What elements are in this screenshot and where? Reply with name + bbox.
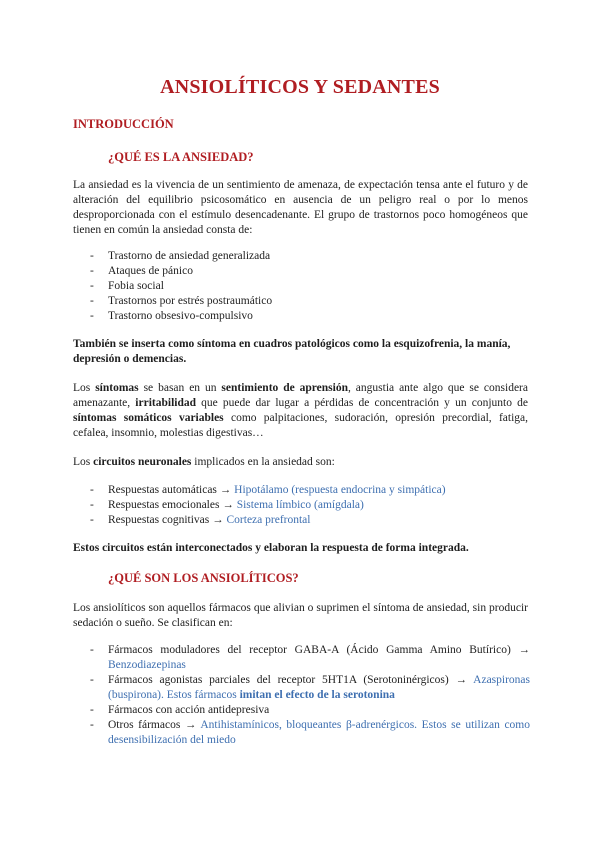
bold-run: síntomas somáticos variables bbox=[73, 412, 224, 424]
list-item bbox=[90, 294, 530, 309]
paragraph-circuits-intro bbox=[73, 455, 528, 470]
list-item-text: Trastorno de ansiedad generalizada bbox=[108, 250, 271, 262]
section-heading-intro: INTRODUCCIÓN bbox=[73, 117, 174, 131]
arrow-icon: → bbox=[222, 499, 234, 511]
drug-text: Otros fármacos → bbox=[108, 719, 197, 731]
bullet-dash: - bbox=[90, 674, 94, 686]
bullet-dash: - bbox=[90, 704, 94, 716]
circuit-label: Respuestas cognitivas bbox=[108, 514, 210, 526]
circuit-target: Sistema límbico (amígdala) bbox=[236, 499, 364, 511]
disorders-list bbox=[90, 249, 530, 324]
bold-run: síntomas bbox=[95, 382, 139, 394]
list-item bbox=[90, 483, 530, 498]
subsection-heading-anxiety: ¿QUÉ ES LA ANSIEDAD? bbox=[108, 150, 254, 164]
text-run: que puede dar lugar a pérdidas de concentración y un conjunto de bbox=[196, 397, 528, 409]
text-run: se basan en un bbox=[138, 382, 222, 394]
list-item bbox=[90, 249, 530, 264]
bullet-dash: - bbox=[90, 310, 94, 322]
bullet-dash: - bbox=[90, 250, 94, 262]
circuit-label: Respuestas emocionales bbox=[108, 499, 220, 511]
text-run: Los bbox=[73, 382, 96, 394]
list-item bbox=[90, 264, 530, 279]
list-item-text: Trastornos por estrés postraumático bbox=[108, 295, 273, 307]
subsection-heading-anxiolytics: ¿QUÉ SON LOS ANSIOLÍTICOS? bbox=[108, 571, 299, 585]
drugs-list bbox=[90, 643, 530, 748]
drug-class: Azaspironas (buspirona). Estos fármacos bbox=[108, 674, 530, 701]
bold-run: irritabilidad bbox=[135, 397, 196, 409]
paragraph-circuits-integrated: Estos circuitos están interconectados y elaboran la respuesta de forma integrada. bbox=[73, 542, 469, 554]
bold-run: sentimiento de aprensión bbox=[221, 382, 348, 394]
list-item bbox=[90, 513, 530, 528]
bold-run: circuitos neuronales bbox=[93, 456, 192, 468]
text-run: Los bbox=[73, 456, 94, 468]
list-item-text: Trastorno obsesivo-compulsivo bbox=[108, 310, 253, 322]
drug-class: Antihistamínicos, bloqueantes β-adrenérgicos. Estos se utilizan como desensibilización del miedo bbox=[108, 719, 530, 746]
drug-text: Fármacos agonistas parciales del receptor 5HT1A (Serotoninérgicos) → bbox=[108, 674, 467, 686]
circuit-target: Corteza prefrontal bbox=[226, 514, 311, 526]
drug-text: Fármacos moduladores del receptor GABA-A (Ácido Gamma Amino Butírico) → bbox=[108, 644, 530, 656]
list-item bbox=[90, 309, 530, 324]
list-item bbox=[90, 718, 530, 748]
bullet-dash: - bbox=[90, 265, 94, 277]
circuits-list bbox=[90, 483, 530, 528]
text-run: implicados en la ansiedad son: bbox=[191, 456, 335, 468]
list-item bbox=[90, 498, 530, 513]
circuit-target: Hipotálamo (respuesta endocrina y simpática) bbox=[234, 484, 446, 496]
circuit-label: Respuestas automáticas bbox=[108, 484, 217, 496]
drug-class: Benzodiazepinas bbox=[108, 659, 186, 671]
text-run: , angustia ante algo que se considera amenazante, bbox=[73, 382, 528, 409]
bullet-dash: - bbox=[90, 644, 94, 656]
paragraph-symptoms bbox=[73, 381, 528, 441]
document-title: ANSIOLÍTICOS Y SEDANTES bbox=[160, 76, 440, 98]
bullet-dash: - bbox=[90, 499, 94, 511]
list-item-text: Fobia social bbox=[108, 280, 164, 292]
bullet-dash: - bbox=[90, 719, 94, 731]
list-item-text: Ataques de pánico bbox=[108, 265, 193, 277]
list-item bbox=[90, 643, 530, 673]
list-item bbox=[90, 279, 530, 294]
bullet-dash: - bbox=[90, 484, 94, 496]
bullet-dash: - bbox=[90, 295, 94, 307]
list-item bbox=[90, 703, 530, 718]
paragraph-anxiolytics-definition: Los ansiolíticos son aquellos fármacos que alivian o suprimen el síntoma de ansiedad, sin producir sedación o sueño. Se clasifican en: bbox=[73, 602, 528, 629]
paragraph-other-conditions: También se inserta como síntoma en cuadros patológicos como la esquizofrenia, la manía, depresión o demencias. bbox=[73, 338, 511, 365]
bullet-dash: - bbox=[90, 280, 94, 292]
arrow-icon: → bbox=[219, 484, 232, 496]
text-run: como palpitaciones, sudoración, opresión precordial, fatiga, cefalea, insomnio, molestias digestivas… bbox=[73, 412, 528, 439]
paragraph-anxiety-definition: La ansiedad es la vivencia de un sentimiento de amenaza, de expectación tensa ante el futuro y de alteración del equilibrio psicosomático en ausencia de un peligro real o por lo menos desproporcionada con el estímulo desencadenante. El grupo de trastornos poco homogéneos que tienen en común la ansiedad consta de: bbox=[73, 179, 528, 236]
arrow-icon: → bbox=[212, 514, 224, 526]
bullet-dash: - bbox=[90, 514, 94, 526]
drug-text: Fármacos con acción antidepresiva bbox=[108, 704, 270, 716]
list-item bbox=[90, 673, 530, 703]
drug-effect: imitan el efecto de la serotonina bbox=[239, 689, 395, 701]
